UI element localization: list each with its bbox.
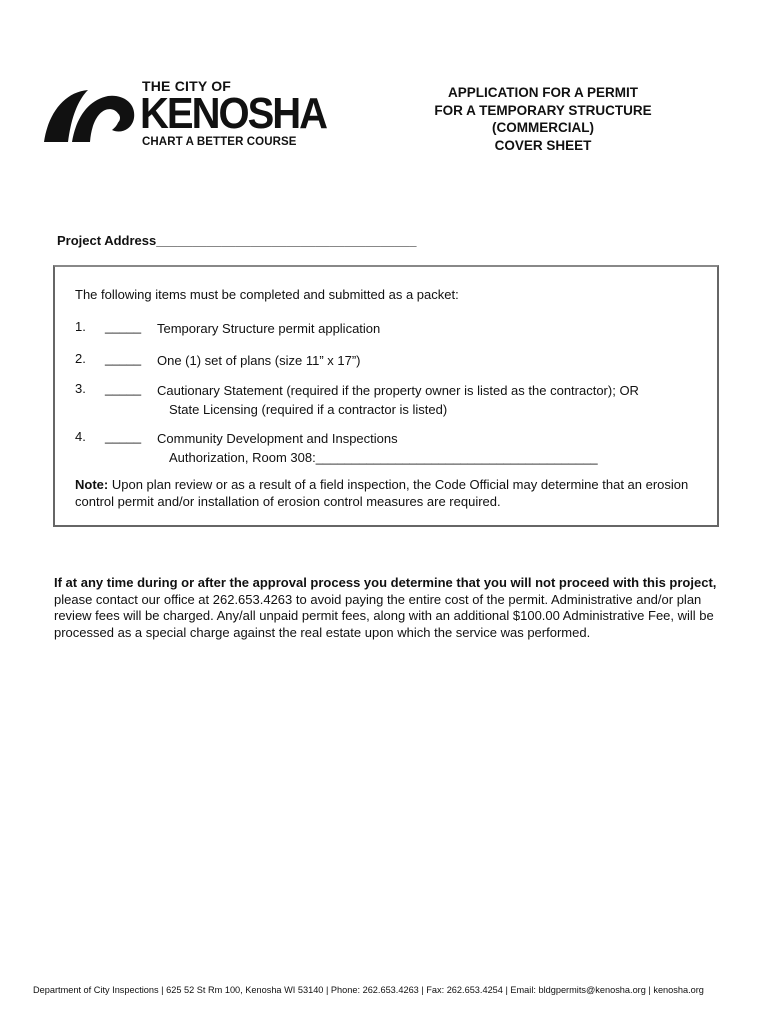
title-line-2: FOR A TEMPORARY STRUCTURE (434, 102, 652, 118)
item-number: 2. (75, 351, 86, 366)
city-logo (42, 78, 327, 152)
title-line-1: APPLICATION FOR A PERMIT (448, 85, 638, 100)
item-number: 1. (75, 319, 86, 334)
wave-logo-icon (42, 84, 138, 148)
project-address-field[interactable]: Project Address____________________________________ (57, 233, 417, 248)
item-check-blank[interactable]: _____ (105, 351, 142, 366)
item-number: 4. (75, 429, 86, 444)
title-line-4: COVER SHEET (494, 137, 592, 153)
checklist-box (53, 265, 719, 527)
logo-tagline: CHART A BETTER COURSE (142, 136, 297, 148)
logo-name: KENOSHA (140, 90, 327, 138)
cancellation-notice (54, 575, 718, 641)
item-number: 3. (75, 381, 86, 396)
item-check-blank[interactable]: _____ (105, 381, 142, 396)
note-paragraph (75, 476, 705, 510)
notice-bold-text: If at any time during or after the approval process you determine that you will not proceed with this project, (54, 575, 717, 590)
item-text: Cautionary Statement (required if the property owner is listed as the contractor); OR (157, 383, 639, 398)
item-text: Temporary Structure permit application (157, 321, 381, 336)
checklist-intro: The following items must be completed and submitted as a packet: (75, 287, 459, 302)
note-label: Note: (75, 477, 109, 492)
item-text: Community Development and Inspections (157, 431, 398, 446)
item-text-line-2: State Licensing (required if a contractor is listed) (169, 402, 448, 417)
note-text: Upon plan review or as a result of a field inspection, the Code Official may determine that an erosion control permit and/or installation of erosion control measures are required. (75, 477, 689, 509)
item-text: One (1) set of plans (size 11” x 17”) (157, 353, 361, 368)
authorization-field[interactable]: Authorization, Room 308:_______________________________________ (169, 450, 598, 465)
footer-contact: Department of City Inspections | 625 52 St Rm 100, Kenosha WI 53140 | Phone: 262.653.4263 | Fax: 262.653.4254 | Email: bldgpermits@kenosha.org | kenosha.org (33, 985, 704, 995)
title-line-3: (COMMERCIAL) (492, 120, 594, 135)
document-title (400, 84, 686, 154)
item-check-blank[interactable]: _____ (105, 429, 142, 444)
item-check-blank[interactable]: _____ (105, 319, 142, 334)
logo-top-line: THE CITY OF (142, 78, 232, 94)
notice-text: please contact our office at 262.653.4263 to avoid paying the entire cost of the permit. Administrative and/or plan review fees will be charged. Any/all unpaid permit fees, along with an additional $100.00 Administrative Fee, will be processed as a special charge against the real estate upon which the service was performed. (54, 591, 714, 640)
